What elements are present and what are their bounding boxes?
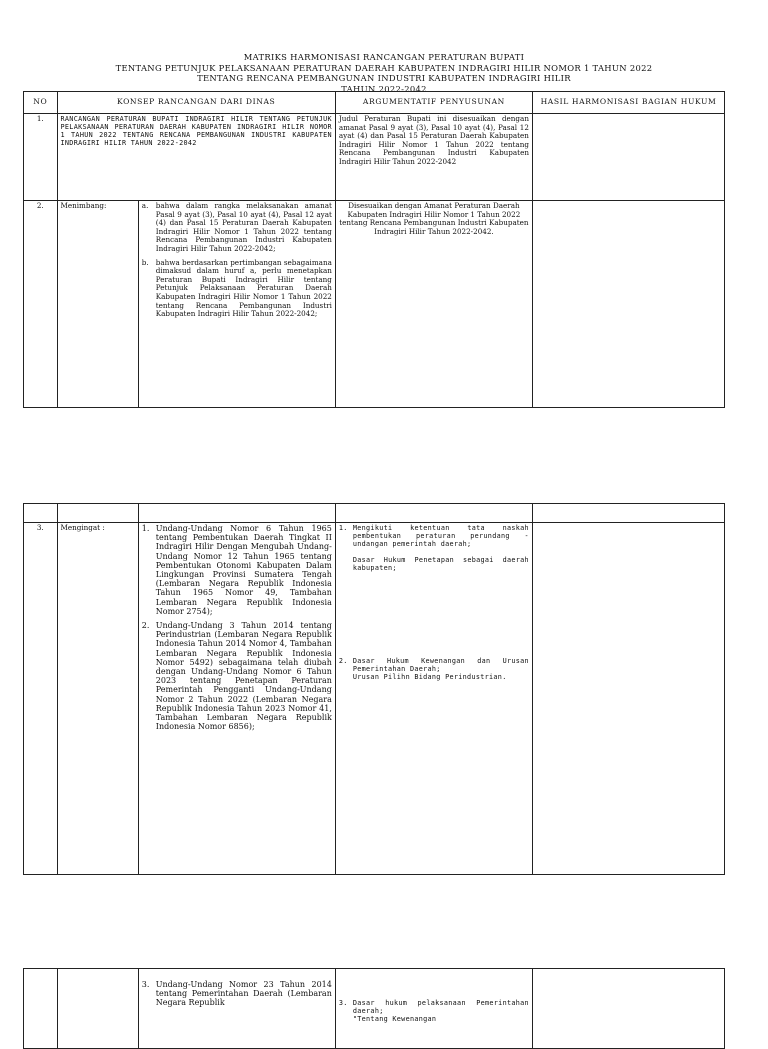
title-line-1: MATRIKS HARMONISASI RANCANGAN PERATURAN BUPATI — [243, 52, 525, 62]
title-line-2: TENTANG PETUNJUK PELAKSANAAN PERATURAN DAERAH KABUPATEN INDRAGIRI HILIR NOMOR 1 TAHUN 2022 — [115, 62, 653, 73]
row-number: 3. — [24, 523, 58, 875]
row-number: 1. — [24, 114, 58, 201]
table-row — [24, 201, 725, 408]
harmonization-table-part-1 — [23, 91, 725, 408]
konsep-cell — [138, 969, 335, 1049]
document-title — [0, 52, 768, 94]
list-item: 1. Undang-Undang Nomor 6 Tahun 1965 tentang Pembentukan Daerah Tingkat II Indragiri Hilir Dengan Mengubah Undang-Undang Nomor 12 Tahun 1965 tentang Pembentukan Otonomi Kabupaten Dalam Lingkungan Provinsi Sumatera Tengah (Lembaran Negara Republik Indonesia Tahun 1965 Nomor 49, Tambahan Lembaran Negara Republik Indonesia Nomor 2754); — [141, 524, 332, 616]
list-item: 3. Undang-Undang Nomor 23 Tahun 2014 tentang Pemerintahan Daerah (Lembaran Negara Republik — [141, 980, 332, 1008]
list-item: b. bahwa berdasarkan pertimbangan sebagaimana dimaksud dalam huruf a, perlu menetapkan Peraturan Bupati Indragiri Hilir tentang Petunjuk Pelaksanaan Peraturan Daerah Kabupaten Indragiri Hilir Nomor 1 Tahun 2022 tentang Rencana Pembangunan Industri Kabupaten Indragiri Hilir Tahun 2022-2042; — [141, 257, 332, 319]
table-row — [24, 969, 725, 1049]
title-line-3: TENTANG RENCANA PEMBANGUNAN INDUSTRI KABUPATEN INDRAGIRI HILIR — [197, 73, 571, 83]
header-hasil: HASIL HARMONISASI BAGIAN HUKUM — [532, 92, 724, 114]
header-argumentatif: ARGUMENTATIF PENYUSUNAN — [335, 92, 532, 114]
row-label: Mengingat : — [57, 523, 138, 875]
table-header-row — [24, 92, 725, 114]
hasil-cell — [532, 114, 724, 201]
harmonization-table-part-2 — [23, 503, 725, 875]
header-konsep: KONSEP RANCANGAN DARI DINAS — [57, 92, 335, 114]
konsep-cell — [138, 523, 335, 875]
konsep-cell — [138, 201, 335, 408]
list-item: 3. Dasar hukum pelaksanaan Pemerintahan daerah; "Tentang Kewenangan — [338, 999, 529, 1023]
hasil-cell — [532, 969, 724, 1049]
argumentatif-cell: Disesuaikan dengan Amanat Peraturan Daerah Kabupaten Indragiri Hilir Nomor 1 Tahun 2022 tentang Rencana Pembangunan Industri Kabupaten Indragiri Hilir Tahun 2022-2042. — [335, 201, 532, 408]
header-no: NO — [24, 92, 58, 114]
list-item: a. bahwa dalam rangka melaksanakan amanat Pasal 9 ayat (3), Pasal 10 ayat (4), Pasal 12 ayat (4) dan Pasal 15 Peraturan Daerah Kabupaten Indragiri Hilir Nomor 1 Tahun 2022 tentang Rencana Pembangunan Industri Kabupaten Indragiri Hilir Tahun 2022-2042; — [141, 201, 332, 253]
title-line-4: TAHUN 2022-2042 — [341, 83, 427, 94]
table-header-row-empty — [24, 504, 725, 523]
table-row — [24, 114, 725, 201]
argumentatif-cell — [335, 523, 532, 875]
argumentatif-cell — [335, 969, 532, 1049]
hasil-cell — [532, 201, 724, 408]
table-row — [24, 523, 725, 875]
row-number: 2. — [24, 201, 58, 408]
hasil-cell — [532, 523, 724, 875]
list-item: 2. Dasar Hukum Kewenangan dan Urusan Pemerintahan Daerah; Urusan Pilihn Bidang Perindustrian. — [338, 657, 529, 681]
argumentatif-cell: Judul Peraturan Bupati ini disesuaikan dengan amanat Pasal 9 ayat (3), Pasal 10 ayat (4), Pasal 12 ayat (4) dan Pasal 15 Peraturan Daerah Kabupaten Indragiri Hilir Nomor 1 Tahun 2022 tentang Rencana Pembangunan Industri Kabupaten Indragiri Hilir Tahun 2022-2042 — [335, 114, 532, 201]
harmonization-table-part-3 — [23, 968, 725, 1049]
list-item: 1. Mengikuti ketentuan tata naskah pembentukan peraturan perundang - undangan pemerintah daerah; Dasar Hukum Penetapan sebagai daerah kabupaten; — [338, 524, 529, 572]
list-item: 2. Undang-Undang 3 Tahun 2014 tentang Perindustrian (Lembaran Negara Republik Indonesia Tahun 2014 Nomor 4, Tambahan Lembaran Negara Republik Indonesia Nomor 5492) sebagaimana telah diubah dengan Undang-Undang Nomor 6 Tahun 2023 tentang Penetapan Peraturan Pemerintah Pengganti Undang-Undang Nomor 2 Tahun 2022 (Lembaran Negara Republik Indonesia Tahun 2023 Nomor 41, Tambahan Lembaran Negara Republik Indonesia Nomor 6856); — [141, 621, 332, 732]
konsep-cell: RANCANGAN PERATURAN BUPATI INDRAGIRI HILIR TENTANG PETUNJUK PELAKSANAAN PERATURAN DAERAH KABUPATEN INDRAGIRI HILIR NOMOR 1 TAHUN 2022 TENTANG RENCANA PEMBANGUNAN INDUSTRI KABUPATEN INDRAGIRI HILIR TAHUN 2022-2042 — [57, 114, 335, 201]
row-label: Menimbang: — [57, 201, 138, 408]
